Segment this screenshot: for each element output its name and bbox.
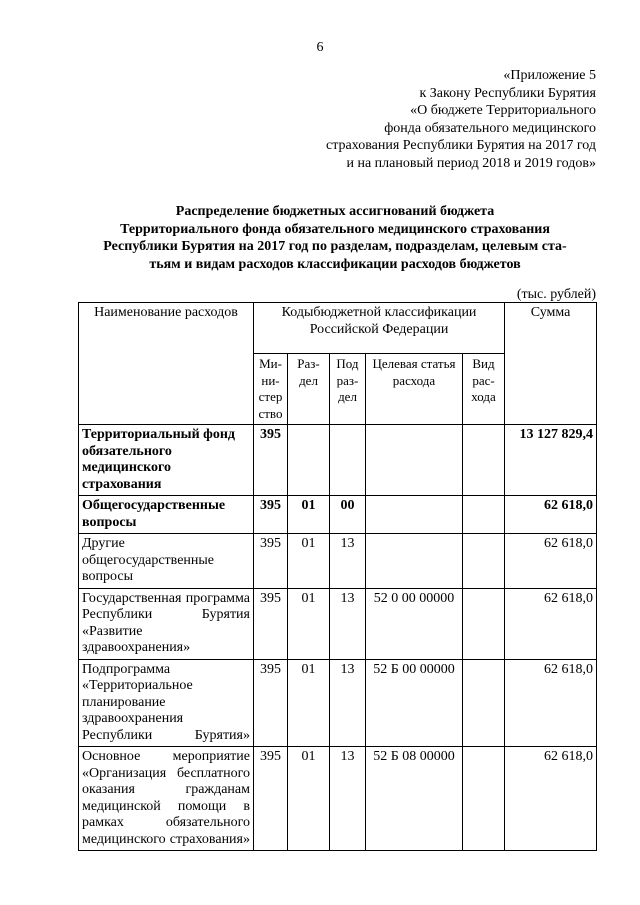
- cell-sum: 13 127 829,4: [505, 425, 597, 496]
- cell-subsection: 00: [330, 496, 366, 534]
- cell-sum: 62 618,0: [505, 588, 597, 659]
- table-row: [79, 659, 597, 747]
- cell-section: 01: [288, 588, 330, 659]
- cell-name: Территориальный фонд обязательного медицинского страхования: [79, 425, 254, 496]
- document-title: [70, 203, 600, 273]
- title-line: тьям и видам расходов классификации расходов бюджетов: [149, 256, 521, 272]
- title-line: Распределение бюджетных ассигнований бюджета: [175, 204, 495, 219]
- appendix-line: «Приложение 5: [503, 68, 596, 83]
- units-label: (тыс. рублей): [516, 287, 596, 302]
- cell-sum: 62 618,0: [505, 534, 597, 589]
- cell-type: [463, 534, 505, 589]
- cell-ministry: 395: [254, 534, 288, 589]
- cell-subsection: 13: [330, 588, 366, 659]
- cell-type: [463, 425, 505, 496]
- cell-ministry: 395: [254, 659, 288, 747]
- cell-type: [463, 588, 505, 659]
- table-row: [79, 534, 597, 589]
- budget-table: [78, 302, 597, 851]
- table-row: [79, 588, 597, 659]
- cell-target: [366, 496, 463, 534]
- cell-ministry: 395: [254, 588, 288, 659]
- cell-sum: 62 618,0: [505, 747, 597, 851]
- cell-target: 52 0 00 00000: [366, 588, 463, 659]
- cell-name: Государственная программа Республики Бурятия «Развитие здравоохранения»: [79, 588, 254, 659]
- appendix-line: «О бюджете Территориального: [410, 103, 596, 118]
- cell-target: 52 Б 08 00000: [366, 747, 463, 851]
- cell-ministry: 395: [254, 425, 288, 496]
- cell-subsection: 13: [330, 534, 366, 589]
- header-subsection: Под раз-дел: [330, 354, 366, 425]
- cell-name: Основное мероприятие «Организация бесплатного оказания гражданам медицинской помощи в рамках обязательного медицинского страхования»: [79, 747, 254, 851]
- cell-type: [463, 747, 505, 851]
- appendix-line: страхования Республики Бурятия на 2017 год: [326, 138, 596, 153]
- header-name: Наименование расходов: [79, 303, 254, 425]
- header-type: Вид рас-хода: [463, 354, 505, 425]
- cell-name: Общегосударственные вопросы: [79, 496, 254, 534]
- appendix-block: [276, 67, 596, 172]
- cell-section: 01: [288, 496, 330, 534]
- appendix-line: и на плановый период 2018 и 2019 годов»: [346, 155, 596, 171]
- table-row: [79, 747, 597, 851]
- cell-section: 01: [288, 534, 330, 589]
- cell-target: [366, 534, 463, 589]
- header-section: Раз-дел: [288, 354, 330, 425]
- header-target: Целевая статья расхода: [366, 354, 463, 425]
- cell-type: [463, 496, 505, 534]
- title-line: Территориального фонда обязательного медицинского страхования: [120, 221, 550, 237]
- header-row-top: [79, 303, 597, 354]
- cell-type: [463, 659, 505, 747]
- cell-subsection: 13: [330, 747, 366, 851]
- title-line: Республики Бурятия на 2017 год по разделам, подразделам, целевым ста-: [103, 239, 567, 254]
- cell-sum: 62 618,0: [505, 659, 597, 747]
- cell-target: [366, 425, 463, 496]
- cell-section: 01: [288, 747, 330, 851]
- table-row: [79, 496, 597, 534]
- header-codes: Кодыбюджетной классификации Российской Федерации: [254, 303, 505, 354]
- page-number: 6: [316, 40, 324, 55]
- cell-subsection: 13: [330, 659, 366, 747]
- cell-section: [288, 425, 330, 496]
- header-ministry: Ми-ни-стер ство: [254, 354, 288, 425]
- cell-subsection: [330, 425, 366, 496]
- cell-sum: 62 618,0: [505, 496, 597, 534]
- table-row: [79, 425, 597, 496]
- appendix-line: к Закону Республики Бурятия: [419, 85, 596, 101]
- appendix-line: фонда обязательного медицинского: [384, 120, 596, 136]
- cell-target: 52 Б 00 00000: [366, 659, 463, 747]
- cell-ministry: 395: [254, 747, 288, 851]
- cell-name: Подпрограмма «Территориальное планирование здравоохранения Республики Бурятия»: [79, 659, 254, 747]
- cell-name: Другие общегосударственные вопросы: [79, 534, 254, 589]
- header-sum: Сумма: [505, 303, 597, 425]
- cell-ministry: 395: [254, 496, 288, 534]
- cell-section: 01: [288, 659, 330, 747]
